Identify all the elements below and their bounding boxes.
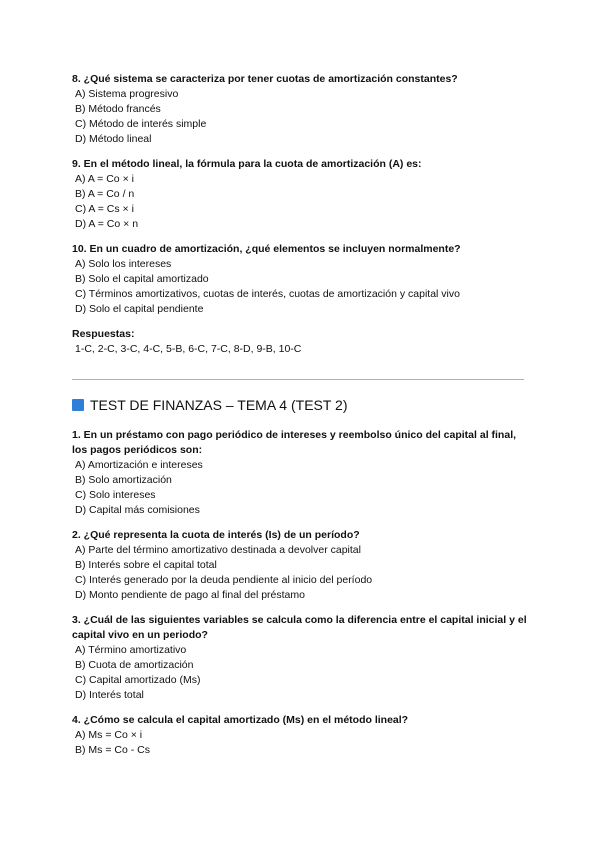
question-block (72, 242, 532, 317)
option-item: C) A = Cs × i (75, 203, 134, 215)
option-item: B) Solo amortización (75, 474, 172, 486)
option-item: C) Solo intereses (75, 489, 156, 501)
option-item: C) Términos amortizativos, cuotas de interés, cuotas de amortización y capital vivo (75, 288, 460, 300)
question-text: 2. ¿Qué representa la cuota de interés (Is) de un período? (72, 529, 360, 541)
options-list (72, 458, 532, 518)
question-block (72, 713, 532, 758)
questions-part-2 (72, 428, 532, 758)
option-item: B) Método francés (75, 103, 161, 115)
option-item: B) Interés sobre el capital total (75, 559, 217, 571)
option-item: B) Cuota de amortización (75, 659, 194, 671)
option-item: D) Método lineal (75, 133, 152, 145)
question-block (72, 528, 532, 603)
option-item: D) Interés total (75, 689, 144, 701)
answers-block (72, 327, 532, 357)
question-text: 9. En el método lineal, la fórmula para la cuota de amortización (A) es: (72, 158, 422, 170)
option-item: C) Método de interés simple (75, 118, 207, 130)
option-item: D) Capital más comisiones (75, 504, 200, 516)
options-list (72, 543, 532, 603)
question-text: 1. En un préstamo con pago periódico de intereses y reembolso único del capital al final, los pagos periódicos son: (72, 429, 517, 456)
options-list (72, 257, 532, 317)
option-item: A) Amortización e intereses (75, 459, 203, 471)
option-item: C) Interés generado por la deuda pendiente al inicio del período (75, 574, 373, 586)
question-text: 10. En un cuadro de amortización, ¿qué elementos se incluyen normalmente? (72, 243, 461, 255)
question-text: 3. ¿Cuál de las siguientes variables se calcula como la diferencia entre el capital inicial y el capital vivo en un periodo? (72, 614, 527, 641)
option-item: B) Ms = Co - Cs (75, 744, 150, 756)
option-item: D) A = Co × n (75, 218, 139, 230)
blue-square-icon (72, 399, 84, 411)
option-item: D) Solo el capital pendiente (75, 303, 204, 315)
options-list (72, 728, 532, 758)
options-list (72, 172, 532, 232)
question-block (72, 72, 532, 147)
question-text: 8. ¿Qué sistema se caracteriza por tener cuotas de amortización constantes? (72, 73, 458, 85)
question-text: 4. ¿Cómo se calcula el capital amortizado (Ms) en el método lineal? (72, 714, 409, 726)
answers-title: Respuestas: (72, 328, 135, 340)
option-item: A) Ms = Co × i (75, 729, 143, 741)
document-page (72, 72, 532, 768)
option-item: B) A = Co / n (75, 188, 135, 200)
section-divider (72, 379, 524, 380)
options-list (72, 87, 532, 147)
option-item: B) Solo el capital amortizado (75, 273, 209, 285)
questions-part-1 (72, 72, 532, 317)
question-block (72, 428, 532, 518)
option-item: D) Monto pendiente de pago al final del préstamo (75, 589, 305, 601)
answers-text: 1-C, 2-C, 3-C, 4-C, 5-B, 6-C, 7-C, 8-D, 9-B, 10-C (75, 343, 302, 355)
section-title: TEST DE FINANZAS – TEMA 4 (TEST 2) (90, 397, 348, 413)
options-list (72, 643, 532, 703)
option-item: A) Término amortizativo (75, 644, 187, 656)
option-item: A) Sistema progresivo (75, 88, 179, 100)
question-block (72, 613, 532, 703)
section-heading (72, 396, 532, 414)
option-item: A) Solo los intereses (75, 258, 172, 270)
option-item: C) Capital amortizado (Ms) (75, 674, 201, 686)
option-item: A) A = Co × i (75, 173, 134, 185)
question-block (72, 157, 532, 232)
option-item: A) Parte del término amortizativo destinada a devolver capital (75, 544, 361, 556)
